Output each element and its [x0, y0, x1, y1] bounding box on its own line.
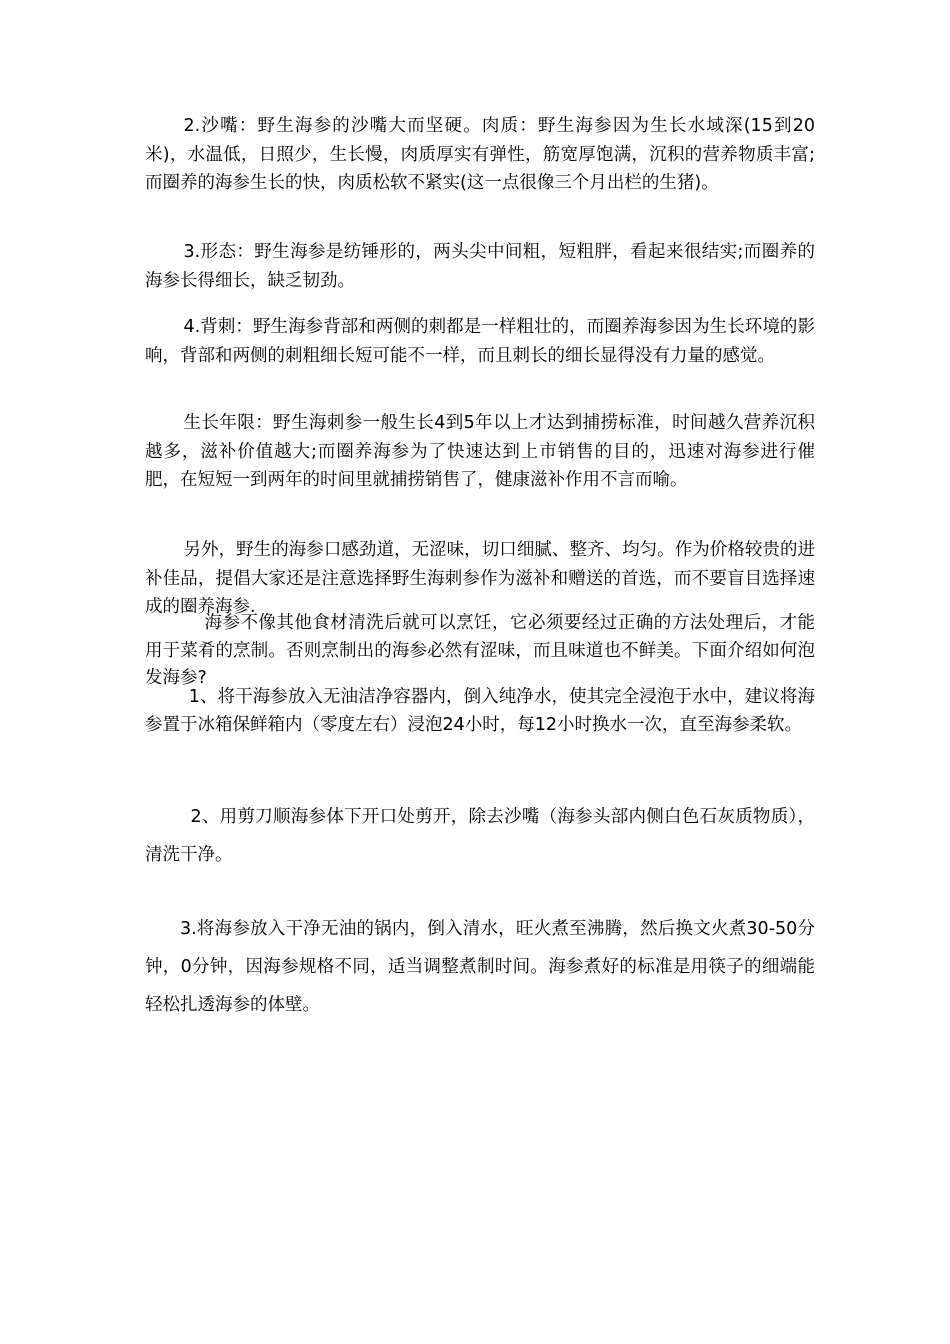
- paragraph-sand-mouth: 2.沙嘴：野生海参的沙嘴大而坚硬。肉质：野生海参因为生长水域深(15到20米)，水温低，日照少，生长慢，肉质厚实有弹性，筋宽厚饱满，沉积的营养物质丰富;而圈养的海参生长的快，肉质松软不紧实(这一点很像三个月出栏的生猪)。: [145, 116, 815, 193]
- paragraph-spines: 4.背刺：野生海参背部和两侧的刺都是一样粗壮的，而圈养海参因为生长环境的影响，背部和两侧的刺粗细长短可能不一样，而且刺长的细长显得没有力量的感觉。: [145, 317, 815, 366]
- paragraph-shape: 3.形态：野生海参是纺锤形的，两头尖中间粗，短粗胖，看起来很结实;而圈养的海参长得细长，缺乏韧劲。: [145, 242, 815, 291]
- paragraph-additional: 另外，野生的海参口感劲道，无涩味，切口细腻、整齐、均匀。作为价格较贵的进补佳品，提倡大家还是注意选择野生海刺参作为滋补和赠送的首选，而不要盲目选择速成的圈养海参.: [145, 540, 815, 617]
- paragraph-step-3: 3.将海参放入干净无油的锅内，倒入清水，旺火煮至沸腾，然后换文火煮30-50分钟，0分钟，因海参规格不同，适当调整煮制时间。海参煮好的标准是用筷子的细端能轻松扎透海参的体壁。: [145, 919, 815, 1015]
- paragraph-step-2: 2、用剪刀顺海参体下开口处剪开，除去沙嘴（海参头部内侧白色石灰质物质），清洗干净。: [145, 807, 815, 865]
- paragraph-soaking-intro: 海参不像其他食材清洗后就可以烹饪，它必须要经过正确的方法处理后，才能用于菜肴的烹制。否则烹制出的海参必然有涩味，而且味道也不鲜美。下面介绍如何泡发海参?: [145, 613, 815, 688]
- paragraph-growth-years: 生长年限：野生海刺参一般生长4到5年以上才达到捕捞标准，时间越久营养沉积越多，滋补价值越大;而圈养海参为了快速达到上市销售的目的，迅速对海参进行催肥，在短短一到两年的时间里就捕捞销售了，健康滋补作用不言而喻。: [145, 413, 815, 490]
- paragraph-step-1: 1、将干海参放入无油洁净容器内，倒入纯净水，使其完全浸泡于水中，建议将海参置于冰箱保鲜箱内（零度左右）浸泡24小时，每12小时换水一次，直至海参柔软。: [145, 687, 815, 735]
